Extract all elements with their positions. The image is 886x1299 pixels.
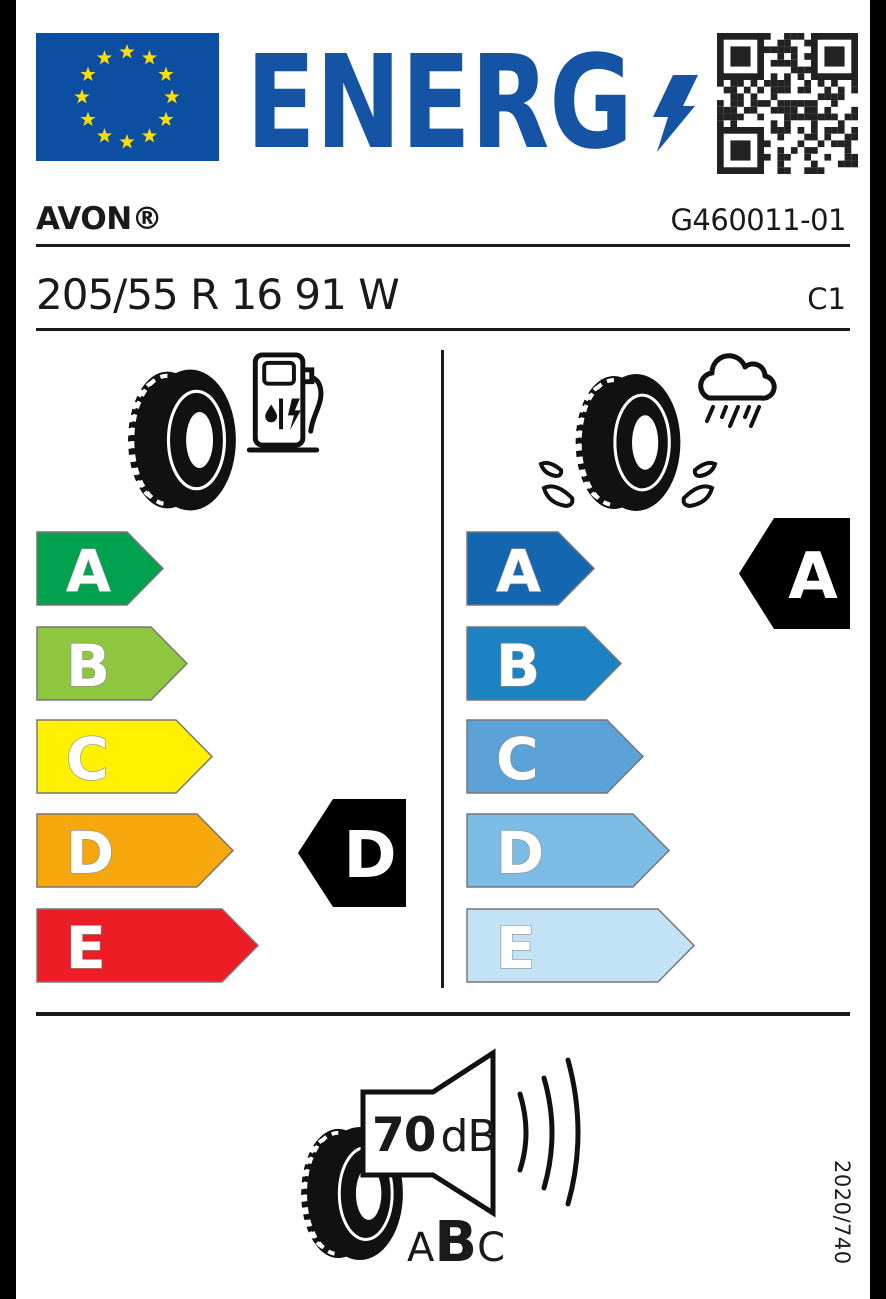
noise-class-b-active: B — [434, 1210, 478, 1275]
tyre-icon — [126, 366, 240, 514]
water-splash-icon — [672, 458, 720, 513]
noise-unit: dB — [440, 1111, 497, 1162]
wet-class-d-arrow — [466, 813, 671, 888]
divider-rule — [36, 244, 850, 247]
brand-name: AVON® — [36, 201, 163, 237]
noise-class-a: A — [407, 1225, 435, 1271]
noise-class-c: C — [477, 1225, 505, 1271]
divider-rule — [36, 328, 850, 331]
svg-text:C: C — [66, 725, 109, 793]
vehicle-class: C1 — [807, 282, 846, 316]
rain-cloud-icon — [683, 350, 783, 442]
svg-text:C: C — [496, 725, 539, 793]
svg-text:D: D — [343, 819, 397, 893]
svg-text:E: E — [66, 914, 106, 982]
fuel-class-c-arrow — [36, 719, 214, 794]
fuel-pump-icon — [246, 350, 326, 454]
qr-code-icon — [717, 33, 858, 174]
svg-text:A: A — [66, 537, 111, 605]
noise-value: 70 — [372, 1108, 436, 1163]
lightning-bolt-icon — [653, 75, 698, 152]
divider-rule — [36, 1012, 850, 1016]
wet-rating-arrow — [738, 517, 851, 630]
svg-text:D: D — [66, 819, 115, 887]
fuel-class-a-arrow — [36, 531, 165, 606]
svg-text:E: E — [496, 914, 536, 982]
wet-class-a-arrow — [466, 531, 596, 606]
energ-logo-text: ENERG — [246, 28, 633, 178]
fuel-class-e-arrow — [36, 908, 260, 983]
svg-text:A: A — [496, 537, 541, 605]
svg-text:B: B — [66, 632, 111, 700]
wet-class-e-arrow — [466, 908, 696, 983]
sound-waves-icon — [512, 1052, 592, 1214]
water-splash-icon — [536, 458, 584, 513]
tyre-size: 205/55 R 16 91 W — [36, 270, 399, 319]
noise-level — [372, 1108, 497, 1163]
regulation-number: 2020/740 — [830, 1160, 854, 1265]
svg-text:B: B — [496, 632, 541, 700]
eu-flag-icon — [36, 33, 219, 161]
fuel-class-b-arrow — [36, 626, 189, 701]
wet-class-c-arrow — [466, 719, 645, 794]
noise-class-scale — [407, 1210, 505, 1275]
fuel-rating-arrow — [297, 798, 407, 908]
left-border-bar — [0, 0, 16, 1299]
svg-text:D: D — [496, 819, 545, 887]
svg-text:A: A — [788, 540, 838, 614]
document-id: G460011-01 — [670, 203, 846, 237]
section-divider — [441, 350, 444, 988]
wet-class-b-arrow — [466, 626, 623, 701]
fuel-class-d-arrow — [36, 813, 235, 888]
tyre-icon — [572, 372, 686, 513]
right-border-bar — [870, 0, 886, 1299]
energ-logo — [246, 28, 716, 178]
